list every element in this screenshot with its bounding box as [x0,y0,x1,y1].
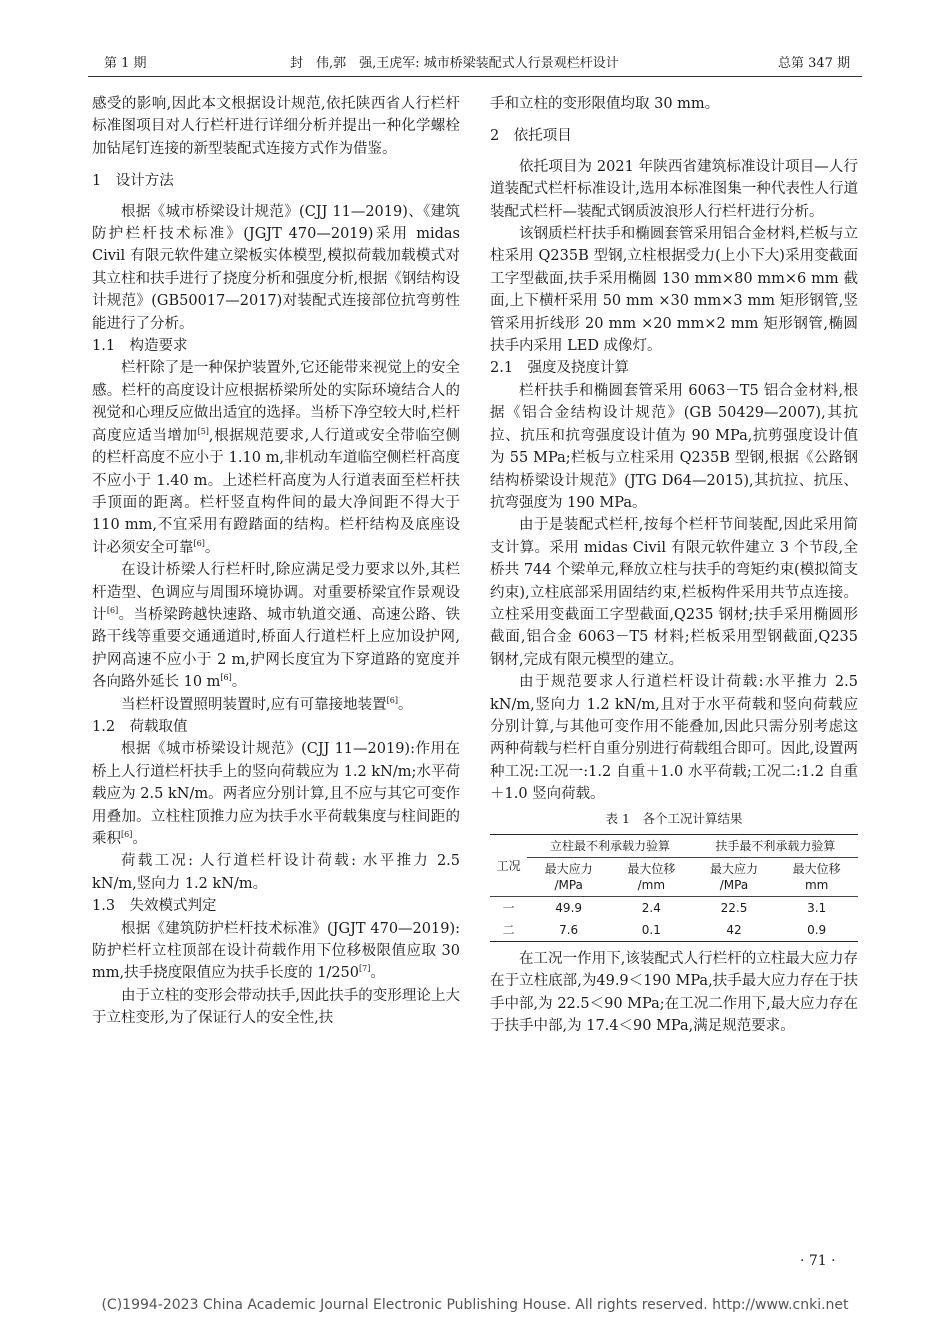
section-1-2-paragraph-1: 根据《城市桥梁设计规范》(CJJ 11—2019):作用在桥上人行道栏杆扶手上的竖向荷载应为 1.2 kN/m;水平荷载应为 2.5 kN/m。两者应分别计算,且不应与其它可变作用叠加。立柱柱顶推力应为扶手水平荷载集度与柱间距的乘积[6]。 [92,741,460,847]
section-2-1-paragraph-3: 由于规范要求人行道栏杆设计荷载:水平推力 2.5 kN/m,竖向力 1.2 kN/m,且对于水平荷载和竖向荷载应分别计算,与其他可变作用不能叠加,因此只需分别考虑这两种荷载与栏杆自重分别进行荷载组合即可。因此,设置两种工况:工况一:1.2 自重＋1.0 水平荷载;工况二:1.2 自重＋1.0 竖向荷载。 [490,674,858,803]
section-2-1-title: 2.1 强度及挠度计算 [490,360,630,377]
table-header-column-group: 立柱最不利承载力验算 [527,835,692,858]
citation-ref: [6] [121,830,133,840]
section-1-title: 1 设计方法 [92,173,174,190]
header-total: 总第 347 期 [778,56,851,71]
section-1-3-paragraph-1: 根据《建筑防护栏杆技术标准》(JGJT 470—2019):防护栏杆立柱顶部在设计荷载作用下位移极限值应取 30 mm,扶手挠度限值应为扶手长度的 1/250[7]。 [92,920,460,982]
table-cell: 3.1 [807,901,827,915]
table-cell: 0.9 [807,923,827,937]
citation-ref: [6] [193,538,205,548]
citation-ref: [6] [386,695,398,705]
header-rule [88,76,862,77]
table-cell: 22.5 [720,901,748,915]
section-1-3-paragraph-2: 由于立柱的变形会带动扶手,因此扶手的变形理论上大于立柱变形,为了保证行人的安全性,扶 [92,987,460,1027]
left-column [92,93,460,1030]
section-2-1-paragraph-1: 栏杆扶手和椭圆套管采用 6063－T5 铝合金材料,根据《铝合金结构设计规范》(GB 50429—2007),其抗拉、抗压和抗弯强度设计值为 90 MPa,抗剪强度设计值为 55 MPa;栏板与立柱采用 Q235B 型钢,根据《公路钢结构桥梁设计规范》(JTG D64—2015),其抗拉、抗压、抗弯强度为 190 MPa。 [490,382,858,511]
section-1-1-paragraph-1: 栏杆除了是一种保护装置外,它还能带来视觉上的安全感。栏杆的高度设计应根据桥梁所处的实际环境结合人的视觉和心理反应做出适宜的选择。当桥下净空较大时,栏杆高度应适当增加[5],根据规范要求,人行道或安全带临空侧的栏杆高度不应小于 1.10 m,非机动车道临空侧栏杆高度不应小于 1.40 m。上述栏杆高度为人行道表面至栏杆扶手顶面的距离。栏杆竖直构件间的最大净间距不得大于 110 mm,不宜采用有蹬踏面的结构。栏杆结构及底座设计必须安全可靠[6]。 [92,360,461,556]
citation-ref: [7] [359,964,371,974]
section-2-paragraph-2: 该钢质栏杆扶手和椭圆套管采用铝合金材料,栏板与立柱采用 Q235B 型钢,立柱根据受力(上小下大)采用变截面工字型截面,扶手采用椭圆 130 mm×80 mm×6 mm 截面,上下横杆采用 50 mm ×30 mm×3 mm 矩形钢管,竖管采用折线形 20 mm ×20 mm×2 mm 矩形钢管,椭圆扶手内采用 LED 成像灯。 [490,226,858,355]
table-subheader: 最大应力 /MPa [709,862,758,892]
table-cell: 0.1 [641,923,661,937]
section-1-2-title: 1.2 荷载取值 [92,718,188,735]
section-2-paragraph-1: 依托项目为 2021 年陕西省建筑标准设计项目—人行道装配式栏杆标准设计,选用本标准图集一种代表性人行道装配式栏杆—装配式钢质波浪形人行栏杆进行分析。 [490,158,858,220]
table-caption: 表 1 各个工况计算结果 [605,810,743,826]
table-cell-case: 一 [502,901,515,915]
table-header-case: 工况 [490,835,527,897]
table-subheader: 最大位移 /mm [627,862,676,892]
header-title: 封 伟,郭 强,王虎军: 城市桥梁装配式人行景观栏杆设计 [290,56,619,71]
table-subheader: 最大位移 mm [792,862,841,892]
section-2-1-paragraph-2: 由于是装配式栏杆,按每个栏杆节间装配,因此采用简支计算。采用 midas Civil 有限元软件建立 3 个节段,全桥共 744 个梁单元,释放立柱与扶手的弯矩约束(模拟简支约束),立柱底部采用固结约束,栏板构件采用共节点连接。立柱采用变截面工字型截面,Q235 钢材;扶手采用椭圆形截面,铝合金 6063－T5 材料;栏板采用型钢截面,Q235 钢材,完成有限元模型的建立。 [490,517,858,668]
table-header-handrail-group: 扶手最不利承载力验算 [693,835,858,858]
citation-ref: [6] [106,606,119,616]
table-cell-case: 二 [502,923,515,937]
citation-ref: [5] [197,426,209,436]
citation-ref: [6] [220,673,232,683]
right-column [490,93,858,1038]
section-2-1-paragraph-4: 在工况一作用下,该装配式人行栏杆的立柱最大应力存在于立柱底部,为49.9＜190 MPa,扶手最大应力存在于扶手中部,为 22.5＜90 MPa;在工况二作用下,最大应力存在于扶手中部,为 17.4＜90 MPa,满足规范要求。 [490,951,858,1035]
section-1-3-title: 1.3 失效模式判定 [92,898,217,915]
results-table [490,834,858,942]
table-row [490,897,858,920]
section-2-title: 2 依托项目 [490,128,572,145]
table-subheader: 最大应力 /MPa [544,862,593,892]
section-1-1-paragraph-3: 当栏杆设置照明装置时,应有可靠接地装置[6]。 [121,695,413,713]
intro-paragraph: 感受的影响,因此本文根据设计规范,依托陕西省人行栏杆标准图项目对人行栏杆进行详细分析并提出一种化学螺栓加钻尾钉连接的新型装配式连接方式作为借鉴。 [92,96,460,157]
section-1-paragraph: 根据《城市桥梁设计规范》(CJJ 11—2019)、《建筑防护栏杆技术标准》(JGJT 470—2019)采用 midas Civil 有限元软件建立梁板实体模型,模拟荷载加载模式对其立柱和扶手进行了挠度分析和强度分析,根据《钢结构设计规范》(GB50017—2017)对装配式连接部位抗弯剪性能进行了分析。 [92,203,460,332]
copyright-footer: (C)1994-2023 China Academic Journal Electronic Publishing House. All rights reserved. http://www.cnki.net [101,1297,849,1313]
continued-paragraph: 手和立柱的变形限值均取 30 mm。 [490,96,720,112]
section-1-2-paragraph-2: 荷载工况: 人行道栏杆设计荷载: 水平推力 2.5 kN/m,竖向力 1.2 kN/m。 [92,853,460,892]
section-1-1-paragraph-2: 在设计桥梁人行栏杆时,除应满足受力要求以外,其栏杆造型、色调应与周围环境协调。对重要桥梁宜作景观设计[6]。当桥梁跨越快速路、城市轨道交通、高速公路、铁路干线等重要交通通道时,桥面人行道栏杆上应加设护网,护网高速不应小于 2 m,护网长度宜为下穿道路的宽度并各向路外延长 10 m[6]。 [92,562,461,691]
table-cell: 49.9 [555,901,583,915]
table-row [490,919,858,942]
header-issue: 第 1 期 [104,56,147,71]
table-cell: 42 [726,923,742,937]
table-cell: 7.6 [559,923,579,937]
section-1-1-title: 1.1 构造要求 [92,338,188,355]
page-number: · 71 · [800,1253,836,1269]
table-cell: 2.4 [641,901,661,915]
